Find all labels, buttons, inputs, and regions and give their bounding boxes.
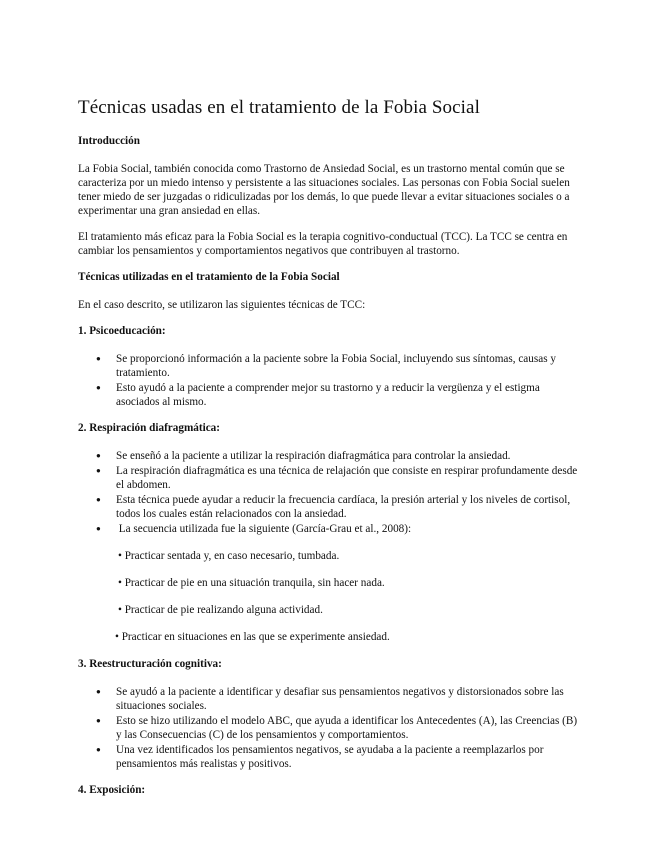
list-item: ● La secuencia utilizada fue la siguiente (García-Grau et al., 2008): xyxy=(78,522,580,536)
page-title: Técnicas usadas en el tratamiento de la Fobia Social xyxy=(78,97,480,118)
reestructuracion-list xyxy=(78,685,580,771)
list-item: ● Esto ayudó a la paciente a comprender mejor su trastorno y a reducir la vergüenza y el estigma asociados al mismo. xyxy=(78,381,580,409)
sequence-step: • Practicar de pie realizando alguna actividad. xyxy=(118,604,323,616)
sequence-step: • Practicar en situaciones en las que se experimente ansiedad. xyxy=(115,631,390,643)
list-item: ● Se enseñó a la paciente a utilizar la respiración diafragmática para controlar la ansiedad. xyxy=(78,449,580,463)
document-body xyxy=(78,96,580,811)
section-heading-exposicion: 4. Exposición: xyxy=(78,784,146,796)
respiracion-list xyxy=(78,449,580,536)
sequence-step: • Practicar sentada y, en caso necesario, tumbada. xyxy=(118,550,340,562)
sequence-step: • Practicar de pie en una situación tranquila, sin hacer nada. xyxy=(118,577,385,589)
section-heading-respiracion: 2. Respiración diafragmática: xyxy=(78,422,220,434)
section-heading-reestructuracion: 3. Reestructuración cognitiva: xyxy=(78,658,222,670)
intro-paragraph-2: El tratamiento más eficaz para la Fobia Social es la terapia cognitivo-conductual (TCC). La TCC se centra en cambiar los pensamientos y comportamientos negativos que contribuyen al trastorno. xyxy=(78,231,568,257)
techniques-heading: Técnicas utilizadas en el tratamiento de la Fobia Social xyxy=(78,271,340,283)
psicoeducacion-list xyxy=(78,352,580,409)
list-item: ● La respiración diafragmática es una técnica de relajación que consiste en respirar profundamente desde el abdomen. xyxy=(78,464,580,492)
list-item: ● Una vez identificados los pensamientos negativos, se ayudaba a la paciente a reemplazarlos por pensamientos más realistas y positivos. xyxy=(78,743,580,771)
section-heading-psicoeducacion: 1. Psicoeducación: xyxy=(78,325,166,337)
intro-paragraph-1: La Fobia Social, también conocida como Trastorno de Ansiedad Social, es un trastorno mental común que se caracteriza por un miedo intenso y persistente a las situaciones sociales. Las personas con Fobia Social suelen tener miedo de ser juzgadas o ridiculizadas por los demás, lo que puede llevar a evitar situaciones sociales o a experimentar una gran ansiedad en ellas. xyxy=(78,163,570,217)
list-item: ● Se ayudó a la paciente a identificar y desafiar sus pensamientos negativos y distorsionados sobre las situaciones sociales. xyxy=(78,685,580,713)
list-item: ● Esto se hizo utilizando el modelo ABC, que ayuda a identificar los Antecedentes (A), las Creencias (B) y las Consecuencias (C) de los pensamientos y comportamientos. xyxy=(78,714,580,742)
list-item: ● Se proporcionó información a la paciente sobre la Fobia Social, incluyendo sus síntomas, causas y tratamiento. xyxy=(78,352,580,380)
techniques-intro: En el caso descrito, se utilizaron las siguientes técnicas de TCC: xyxy=(78,299,366,311)
list-item: ● Esta técnica puede ayudar a reducir la frecuencia cardíaca, la presión arterial y los niveles de cortisol, todos los cuales están relacionados con la ansiedad. xyxy=(78,493,580,521)
intro-heading: Introducción xyxy=(78,135,140,147)
